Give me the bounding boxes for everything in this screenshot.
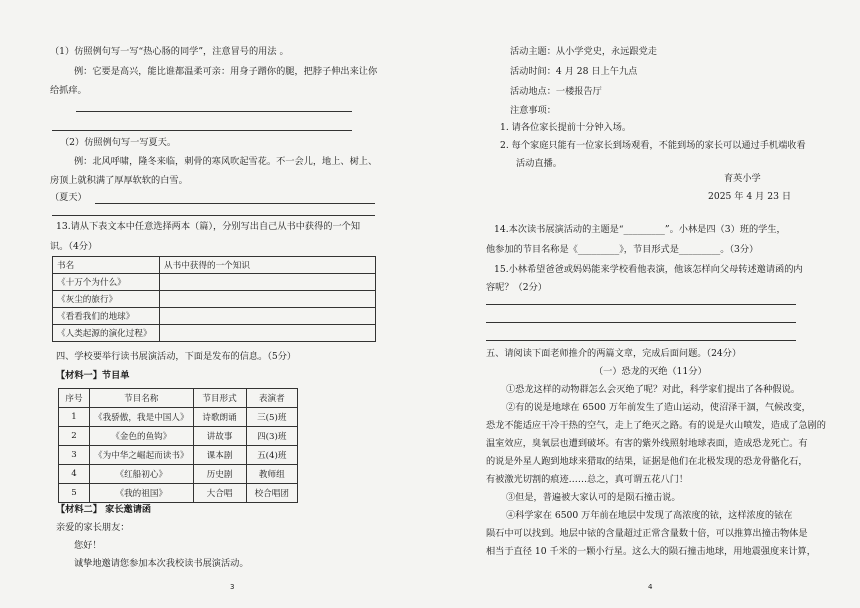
book-table-header-title: 书名 <box>53 257 160 274</box>
book-table-header <box>53 257 376 274</box>
paragraph-4-line-1: ④科学家在 6500 万年前在地层中发现了高浓度的铱，这样浓度的铱在 <box>506 510 793 521</box>
q1-answer-line-1 <box>76 111 352 112</box>
q2-answer-line-2 <box>52 215 375 216</box>
q2-example-line-2: 房顶上就积满了厚厚软软的白雪。 <box>50 175 188 186</box>
table-row <box>53 274 376 291</box>
paragraph-4-line-3: 相当于直径 10 千米的一颗小行星。这么大的陨石撞击地球，用地震强度来计算， <box>486 546 816 557</box>
program-table-header <box>59 389 298 408</box>
invite-greeting: 亲爱的家长朋友： <box>56 522 130 533</box>
program-index: 2 <box>59 427 90 446</box>
program-form: 诗歌朗诵 <box>193 408 246 427</box>
note-1: 1. 请各位家长提前十分钟入场。 <box>500 122 632 133</box>
program-performer: 四(3)班 <box>246 427 297 446</box>
paragraph-2-line-2: 恐龙不能适应干冷干热的空气，走上了绝灭之路。有的说是火山喷发，造成了急剧的 <box>486 420 826 431</box>
program-performer: 三(5)班 <box>246 408 297 427</box>
table-row <box>53 308 376 325</box>
program-name: 《红船初心》 <box>90 465 194 484</box>
table-row <box>59 408 298 427</box>
book-knowledge-cell[interactable] <box>160 291 376 308</box>
book-title: 《人类起源的演化过程》 <box>53 325 160 342</box>
q1-example-line-1: 例：它要是高兴，能比谁都温柔可亲：用身子蹭你的腿，把脖子伸出来让你 <box>74 66 378 77</box>
program-form: 讲故事 <box>193 427 246 446</box>
activity-place: 活动地点：一楼报告厅 <box>510 86 602 97</box>
page-4 <box>430 0 860 608</box>
q13-prompt-line-2: 识。（4分） <box>50 241 98 252</box>
q15-line-1: 15.小林希望爸爸或妈妈能来学校看他表演，他该怎样向父母转述邀请函的内 <box>494 264 803 275</box>
q2-answer-line-1 <box>95 203 375 204</box>
table-row <box>59 484 298 503</box>
q1-example-line-2: 给抓痒。 <box>50 85 87 96</box>
program-header-name: 节目名称 <box>90 389 194 408</box>
program-index: 1 <box>59 408 90 427</box>
program-header-form: 节目形式 <box>193 389 246 408</box>
q15-answer-line-3 <box>486 340 796 341</box>
program-form: 课本剧 <box>193 446 246 465</box>
section4-title: 四、学校要举行读书展演活动，下面是发布的信息。（5分） <box>56 351 297 362</box>
q2-answer-label: （夏天） <box>50 192 87 203</box>
paragraph-2-line-5: 有被激光切割的痕迹……总之，真可谓五花八门！ <box>486 474 689 485</box>
table-row <box>59 465 298 484</box>
section5-title: 五、请阅读下面老师推介的两篇文章，完成后面问题。（24分） <box>486 348 742 359</box>
q14-line-2: 他参加的节目名称是《_________》，节目形式是_________。（3分） <box>486 244 759 255</box>
program-index: 5 <box>59 484 90 503</box>
book-knowledge-cell[interactable] <box>160 325 376 342</box>
program-performer: 教师组 <box>246 465 297 484</box>
program-name: 《我的祖国》 <box>90 484 194 503</box>
paragraph-4-line-2: 陨石中可以找到。地层中铱的含量超过正常含量数十倍，可以推算出撞击物体是 <box>486 528 808 539</box>
paragraph-2-line-1: ②有的说是地球在 6500 万年前发生了造山运动，使沼泽干涸，气候改变， <box>506 402 811 413</box>
book-table <box>52 256 376 342</box>
article-title: （一）恐龙的灭绝（11分） <box>594 366 707 377</box>
q15-answer-line-1 <box>486 304 796 305</box>
q1-answer-line-2 <box>52 130 352 131</box>
program-name: 《为中华之崛起而读书》 <box>90 446 194 465</box>
program-index: 3 <box>59 446 90 465</box>
book-title: 《灰尘的旅行》 <box>53 291 160 308</box>
material1-title: 【材料一】节目单 <box>56 370 130 381</box>
q15-answer-line-2 <box>486 322 796 323</box>
program-performer: 校合唱团 <box>246 484 297 503</box>
note-2-line-2: 活动直播。 <box>516 158 562 169</box>
q15-line-2: 容呢？（2分） <box>486 282 547 293</box>
notes-title: 注意事项： <box>510 105 556 116</box>
program-header-index: 序号 <box>59 389 90 408</box>
book-title: 《十万个为什么》 <box>53 274 160 291</box>
note-2-line-1: 2. 每个家庭只能有一位家长到场观看，不能到场的家长可以通过手机端收看 <box>500 140 806 151</box>
paragraph-2-line-3: 温室效应，臭氧层也遭到破坏。有害的紫外线照射地球表面，造成恐龙死亡。有 <box>486 438 808 449</box>
paragraph-1: ①恐龙这样的动物群怎么会灭绝了呢？对此，科学家们提出了各种假说。 <box>506 384 800 395</box>
invite-hello: 您好！ <box>74 540 102 551</box>
material2-title: 【材料二】 家长邀请函 <box>56 504 152 515</box>
page-number: 4 <box>648 583 653 591</box>
program-index: 4 <box>59 465 90 484</box>
program-table <box>58 388 298 503</box>
table-row <box>53 325 376 342</box>
program-name: 《金色的鱼钩》 <box>90 427 194 446</box>
program-form: 历史剧 <box>193 465 246 484</box>
activity-theme: 活动主题：从小学党史，永远跟党走 <box>510 46 657 57</box>
program-header-performer: 表演者 <box>246 389 297 408</box>
q2-example-line-1: 例：北风呼啸，隆冬来临，刺骨的寒风吹起雪花。不一会儿，地上、树上、 <box>74 156 378 167</box>
q14-line-1: 14.本次读书展演活动的主题是“_________”。小林是四（3）班的学生， <box>494 224 786 235</box>
table-row <box>59 427 298 446</box>
invite-line: 诚挚地邀请您参加本次我校读书展演活动。 <box>74 558 249 569</box>
program-name: 《我骄傲，我是中国人》 <box>90 408 194 427</box>
paragraph-2-line-4: 的说是外星人跑到地球来猎取的结果，证据是他们在北极发现的恐龙骨骼化石， <box>486 456 808 467</box>
table-row <box>59 446 298 465</box>
q2-prompt: （2）仿照例句写一写夏天。 <box>60 137 177 148</box>
page-number: 3 <box>230 583 235 591</box>
table-row <box>53 291 376 308</box>
paragraph-3: ③但是，普遍被大家认可的是陨石撞击说。 <box>506 492 681 503</box>
sign-date: 2025 年 4 月 23 日 <box>708 191 792 202</box>
sign-school: 育英小学 <box>724 173 761 184</box>
q13-prompt-line-1: 13.请从下表文本中任意选择两本（篇），分别写出自己从书中获得的一个知 <box>56 221 361 232</box>
q1-prompt: （1）仿照例句写一写“热心肠的同学”，注意冒号的用法 。 <box>50 46 289 57</box>
program-performer: 五(4)班 <box>246 446 297 465</box>
program-form: 大合唱 <box>193 484 246 503</box>
book-title: 《看看我们的地球》 <box>53 308 160 325</box>
activity-time: 活动时间：4 月 28 日上午九点 <box>510 66 638 77</box>
book-knowledge-cell[interactable] <box>160 308 376 325</box>
book-table-header-knowledge: 从书中获得的一个知识 <box>160 257 376 274</box>
book-knowledge-cell[interactable] <box>160 274 376 291</box>
